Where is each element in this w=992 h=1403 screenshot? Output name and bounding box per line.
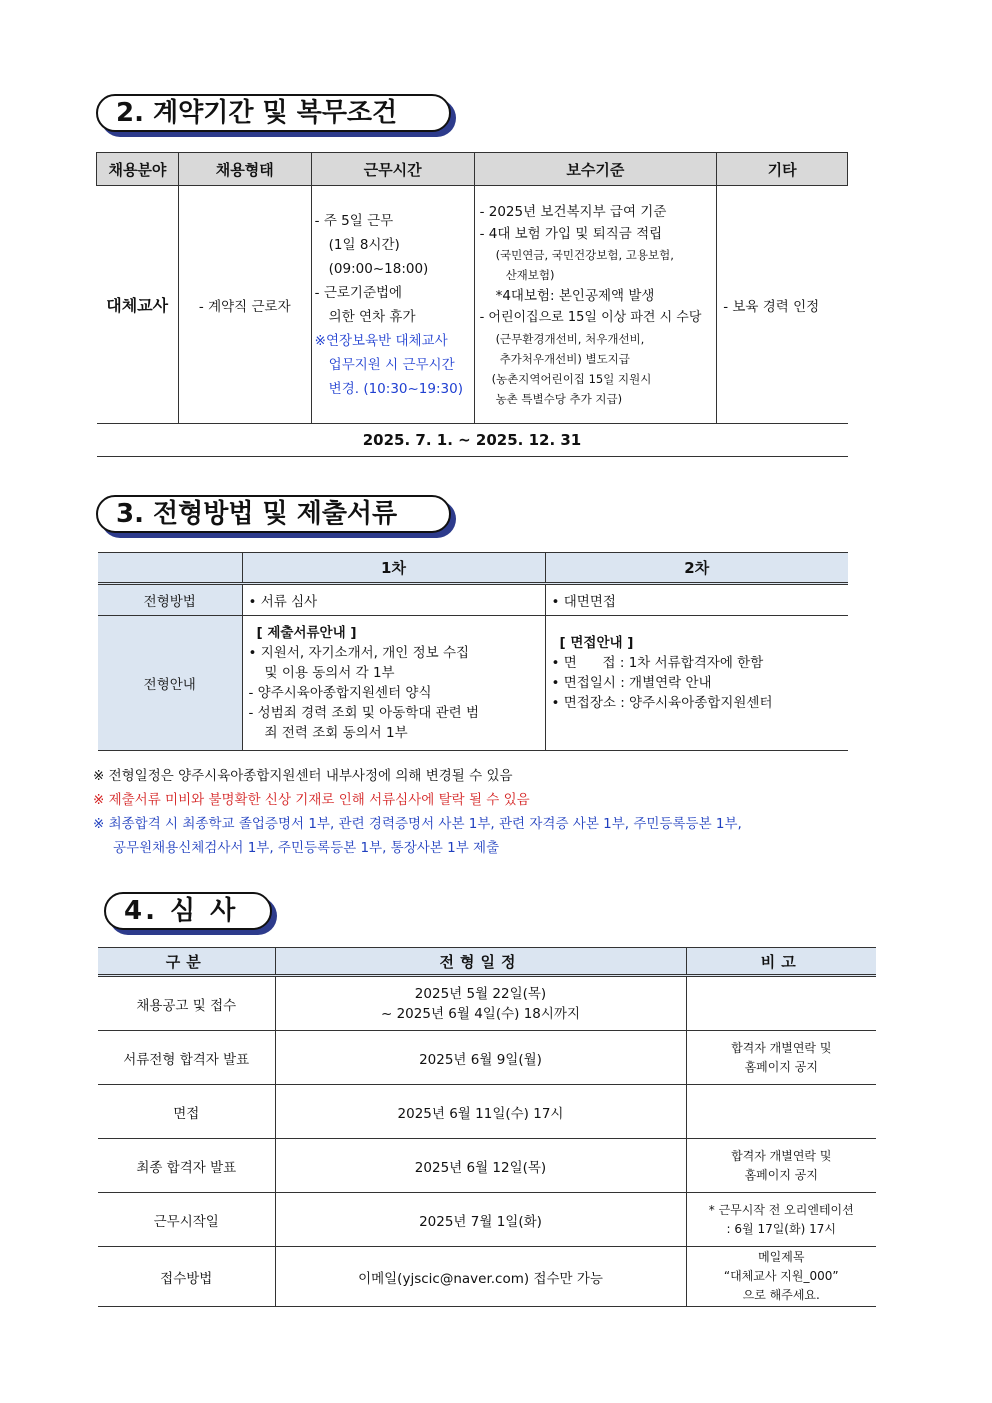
pay-line: - 어린이집으로 15일 이상 파견 시 수당 (479, 309, 702, 325)
schedule-row (98, 976, 876, 1031)
section4-title: 4. 심 사 (104, 892, 272, 930)
row-remark: 합격자 개별연락 및 홈페이지 공지 (686, 1031, 876, 1085)
pay-line: - 4대 보험 가입 및 퇴직금 적립 (479, 225, 663, 242)
interview-line: • 면 접 : 1차 서류합격자에 한함 (551, 655, 764, 671)
hours-line: - 근로기준법에 (314, 284, 403, 301)
field-cell: 대체교사 (97, 186, 179, 424)
row-label: 접수방법 (98, 1247, 275, 1307)
hours-line: - 주 5일 근무 (314, 212, 394, 229)
row-label: 최종 합격자 발표 (98, 1139, 275, 1193)
header-first: 1차 (242, 553, 545, 584)
guide-first (242, 616, 545, 751)
guide-second (545, 616, 848, 751)
row-date: 2025년 6월 9일(월) (275, 1031, 686, 1085)
pay-line: 농촌 특별수당 추가 지급) (495, 391, 623, 406)
row-label: 서류전형 합격자 발표 (98, 1031, 275, 1085)
contract-table (96, 152, 848, 457)
method-label: 전형방법 (98, 584, 242, 616)
header-remark: 비고 (686, 948, 876, 976)
selection-header-row (98, 553, 848, 584)
schedule-table (98, 947, 876, 1307)
header-schedule: 전형일정 (275, 948, 686, 976)
hours-line: 의한 연차 휴가 (328, 308, 416, 325)
hours-line: 업무지원 시 근무시간 (328, 356, 455, 373)
pay-line: (국민연금, 국민건강보험, 고용보험, (495, 247, 674, 262)
row-remark (686, 976, 876, 1031)
docs-line: • 지원서, 자기소개서, 개인 정보 수집 (248, 645, 470, 661)
guide-label: 전형안내 (98, 616, 242, 751)
guide-row (98, 616, 848, 751)
header-empty (98, 553, 242, 584)
method-first: • 서류 심사 (242, 584, 545, 616)
pay-line: (농촌지역어린이집 15일 지원시 (491, 371, 652, 386)
pay-line: (근무환경개선비, 처우개선비, (495, 331, 645, 346)
contract-row (97, 186, 848, 424)
pay-line: 추가처우개선비) 별도지급 (499, 351, 630, 366)
note-schedule: ※ 전형일정은 양주시육아종합지원센터 내부사정에 의해 변경될 수 있음 (93, 768, 513, 784)
type-cell: - 계약직 근로자 (178, 186, 311, 424)
schedule-row (98, 1085, 876, 1139)
section3-title: 3. 전형방법 및 제출서류 (96, 495, 451, 533)
notes-block (93, 764, 893, 860)
contract-header-row (97, 153, 848, 186)
schedule-row (98, 1247, 876, 1307)
interview-line: • 면접일시 : 개별연락 안내 (551, 675, 712, 691)
hours-line: 변경. (10:30~19:30) (328, 380, 463, 397)
selection-table (98, 552, 848, 751)
docs-line: - 양주시육아종합지원센터 양식 (248, 685, 432, 701)
row-remark: 합격자 개별연락 및 홈페이지 공지 (686, 1139, 876, 1193)
docs-line: 및 이용 동의서 각 1부 (264, 665, 395, 681)
header-hours: 근무시간 (311, 153, 474, 186)
period-row (97, 424, 848, 457)
hours-cell (311, 186, 474, 424)
interview-line: • 면접장소 : 양주시육아종합지원센터 (551, 695, 773, 711)
pay-line: - 2025년 보건복지부 급여 기준 (479, 203, 667, 220)
docs-line: 죄 전력 조회 동의서 1부 (264, 725, 408, 741)
row-date: 이메일(yjscic@naver.com) 접수만 가능 (275, 1247, 686, 1307)
row-date: 2025년 5월 22일(목) ~ 2025년 6월 4일(수) 18시까지 (275, 976, 686, 1031)
row-remark: * 근무시작 전 오리엔테이션 : 6월 17일(화) 17시 (686, 1193, 876, 1247)
section2-title: 2. 계약기간 및 복무조건 (96, 94, 451, 132)
schedule-row (98, 1193, 876, 1247)
header-pay: 보수기준 (474, 153, 717, 186)
schedule-row (98, 1031, 876, 1085)
header-type: 채용형태 (178, 153, 311, 186)
header-second: 2차 (545, 553, 848, 584)
schedule-row (98, 1139, 876, 1193)
schedule-header-row (98, 948, 876, 976)
docs-heading: [ 제출서류안내 ] (256, 625, 357, 641)
note-final: ※ 최종합격 시 최종학교 졸업증명서 1부, 관련 경력증명서 사본 1부, 관련 자격증 사본 1부, 주민등록등본 1부, (93, 816, 742, 832)
row-remark (686, 1085, 876, 1139)
row-label: 채용공고 및 접수 (98, 976, 275, 1031)
header-field: 채용분야 (97, 153, 179, 186)
contract-period: 2025. 7. 1. ~ 2025. 12. 31 (97, 424, 848, 457)
method-second: • 대면면접 (545, 584, 848, 616)
pay-line: 산재보험) (505, 267, 555, 282)
row-label: 근무시작일 (98, 1193, 275, 1247)
method-row (98, 584, 848, 616)
row-label: 면접 (98, 1085, 275, 1139)
row-date: 2025년 6월 11일(수) 17시 (275, 1085, 686, 1139)
pay-line: *4대보험: 본인공제액 발생 (495, 287, 655, 304)
note-final-cont: 공무원채용신체검사서 1부, 주민등록등본 1부, 통장사본 1부 제출 (113, 840, 500, 856)
row-date: 2025년 6월 12일(목) (275, 1139, 686, 1193)
hours-line: ※연장보육반 대체교사 (314, 332, 448, 349)
pay-cell (474, 186, 717, 424)
docs-line: - 성범죄 경력 조회 및 아동학대 관련 범 (248, 705, 480, 721)
row-date: 2025년 7월 1일(화) (275, 1193, 686, 1247)
note-documents: ※ 제출서류 미비와 불명확한 신상 기재로 인해 서류심사에 탈락 될 수 있음 (93, 792, 530, 808)
hours-line: (1일 8시간) (328, 236, 400, 253)
header-category: 구분 (98, 948, 275, 976)
interview-heading: [ 면접안내 ] (559, 635, 634, 651)
hours-line: (09:00~18:00) (328, 260, 429, 277)
row-remark: 메일제목 “대체교사 지원_000” 으로 해주세요. (686, 1247, 876, 1307)
etc-cell: - 보육 경력 인정 (717, 186, 848, 424)
header-etc: 기타 (717, 153, 848, 186)
